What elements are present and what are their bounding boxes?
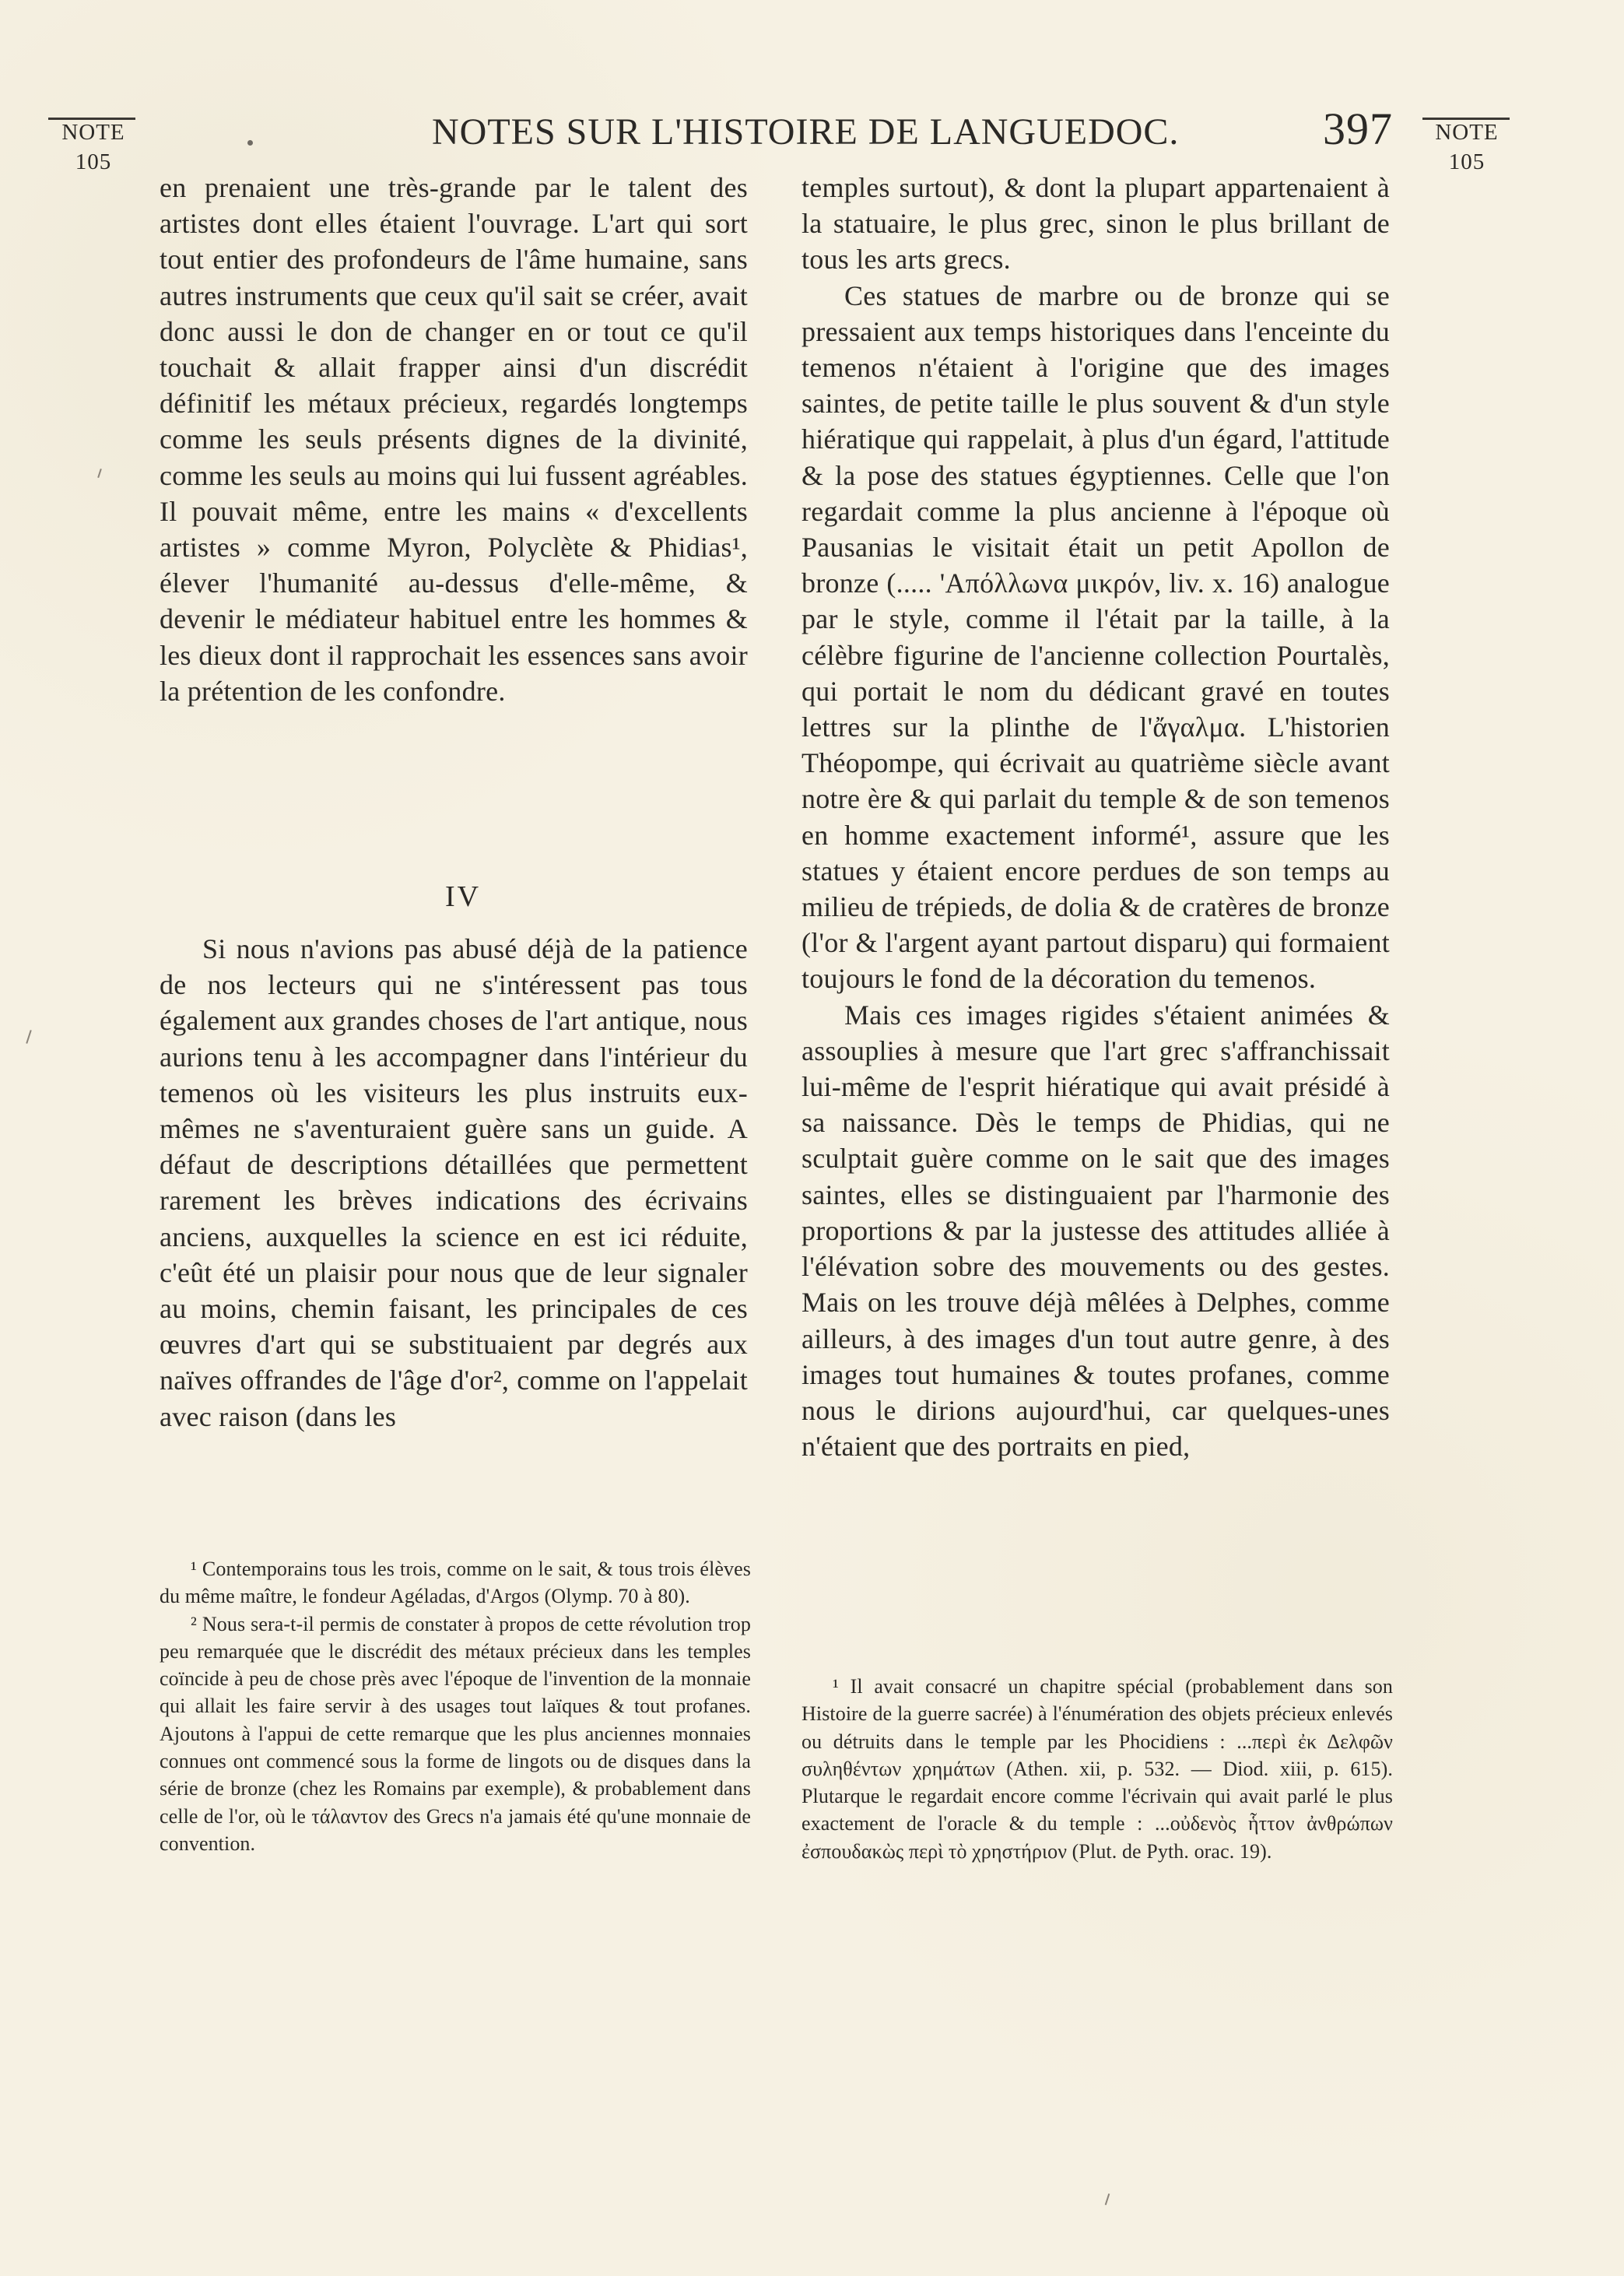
paper-mark xyxy=(1105,2193,1110,2205)
right-paragraph-1: temples surtout), & dont la plupart appartenaient à la statuaire, le plus grec, sinon le plus brillant de tous les arts grecs. xyxy=(801,172,1390,276)
left-footnotes xyxy=(160,1555,751,1857)
left-column-upper xyxy=(160,170,748,709)
right-footnote-1: ¹ Il avait consacré un chapitre spécial (probablement dans son Histoire de la guerre sacrée) à l'énumération des objets précieux enlevés ou détruits dans le temple par les Phocidiens : ...περὶ ἐκ Δελφῶν συληθέντων χρημάτων (Athen. xii, p. 532. — Diod. xiii, p. 615). Plutarque le regardait encore comme l'écrivain qui avait parlé le plus exactement de l'oracle & du temple : ...οὐδενὸς ἧττον ἀνθρώπων ἐσπουδακὼς περὶ τὸ χρηστήριον (Plut. de Pyth. orac. 19). xyxy=(801,1675,1393,1863)
right-note-label: NOTE xyxy=(1435,120,1499,145)
left-paragraph-1: en prenaient une très-grande par le talent des artistes dont elles étaient l'ouvrage. L'art qui sort tout entier des profondeurs de l'âme humaine, sans autres instruments que ceux qu'il sait se créer, avait donc aussi le don de changer en or tout ce qu'il touchait & allait frapper ainsi d'un discrédit définitif les métaux précieux, regardés longtemps comme les seuls présents dignes de la divinité, comme les seuls au moins qui lui fussent agréables. Il pouvait même, entre les mains « d'excellents artistes » comme Myron, Polyclète & Phidias¹, élever l'humanité au-dessus d'elle-même, & devenir le médiateur habituel entre les hommes & les dieux dont il rapprochait les essences sans avoir la prétention de les confondre. xyxy=(160,172,748,707)
right-margin-note xyxy=(1420,118,1514,177)
left-note-label: NOTE xyxy=(61,120,125,145)
page-number: 397 xyxy=(1323,104,1393,154)
section-heading: IV xyxy=(444,880,482,913)
left-margin-note xyxy=(47,118,140,177)
left-footnote-2: ² Nous sera-t-il permis de constater à propos de cette révolution trop peu remarquée que le discrédit des métaux précieux dans les temples coïncide à peu de chose près avec l'époque de l'invention de la monnaie qui allait les faire servir à des usages tout laïques & tout profanes. Ajoutons à l'appui de cette remarque que les plus anciennes monnaies connues ont commencé sous la forme de lingots ou de disques dans la série de bronze (chez les Romains par exemple), & probablement dans celle de l'or, où le τάλαντον des Grecs n'a jamais été qu'une monnaie de convention. xyxy=(160,1612,751,1855)
right-paragraph-3: Mais ces images rigides s'étaient animées & assouplies à mesure que l'art grec s'affranchissait lui-même de l'esprit hiératique qui avait présidé à sa naissance. Dès le temps de Phidias, qui ne sculptait guère comme on le sait que des images saintes, elles se distinguaient par l'harmonie des proportions & par la justesse des attitudes alliée à l'élévation sobre des mouvements ou des gestes. Mais on les trouve déjà mêlées à Delphes, comme ailleurs, à des images d'un tout autre genre, à des images tout humaines & toutes profanes, comme nous le dirions aujourd'hui, car quelques-unes n'étaient que des portraits en pied, xyxy=(801,999,1390,1463)
paper-mark xyxy=(97,469,102,478)
left-column-lower xyxy=(160,931,748,1435)
page-title: NOTES SUR L'HISTOIRE DE LANGUEDOC. xyxy=(432,111,1180,153)
right-note-number: 105 xyxy=(1448,149,1485,174)
left-paragraph-2: Si nous n'avions pas abusé déjà de la patience de nos lecteurs qui ne s'intéressent pas tous également aux grandes choses de l'art antique, nous aurions tenu à les accompagner dans l'intérieur du temenos où les visiteurs les plus instruits eux-mêmes ne s'aventuraient guère sans un guide. A défaut de descriptions détaillées que permettent rarement les brèves indications des écrivains anciens, auxquelles la science en est ici réduite, c'eût été un plaisir pour nous que de leur signaler au moins, chemin faisant, les principales de ces œuvres d'art qui se substituaient par degrés aux naïves offrandes de l'âge d'or², comme on l'appelait avec raison (dans les xyxy=(160,933,748,1432)
left-footnote-1: ¹ Contemporains tous les trois, comme on le sait, & tous trois élèves du même maître, le fondeur Agéladas, d'Argos (Olymp. 70 à 80). xyxy=(160,1558,751,1608)
right-paragraph-2: Ces statues de marbre ou de bronze qui se pressaient aux temps historiques dans l'enceinte du temenos n'étaient à l'origine que des images saintes, de petite taille le plus souvent & d'un style hiératique qui rappelait, à plus d'un égard, l'attitude & la pose des statues égyptiennes. Celle que l'on regardait comme la plus ancienne à l'époque où Pausanias le visitait était un petit Apollon de bronze (..... 'Απόλλωνα μικρόν, liv. x. 16) analogue par le style, comme il l'était par la taille, à la célèbre figurine de l'ancienne collection Pourtalès, qui portait le nom du dédicant gravé en toutes lettres sur la plinthe de l'ἄγαλμα. L'historien Théopompe, qui écrivait au quatrième siècle avant notre ère & qui parlait du temple & de son temenos en homme exactement informé¹, assure que les statues y étaient encore perdues de son temps au milieu de trépieds, de dolia & de cratères de bronze (l'or & l'argent ayant partout disparu) qui formaient toujours le fond de la décoration du temenos. xyxy=(801,279,1390,995)
right-column xyxy=(801,170,1390,1464)
right-footnotes xyxy=(801,1673,1393,1865)
paper-mark xyxy=(26,1030,31,1044)
left-note-number: 105 xyxy=(75,149,112,174)
header-ornament-dot xyxy=(247,140,253,146)
